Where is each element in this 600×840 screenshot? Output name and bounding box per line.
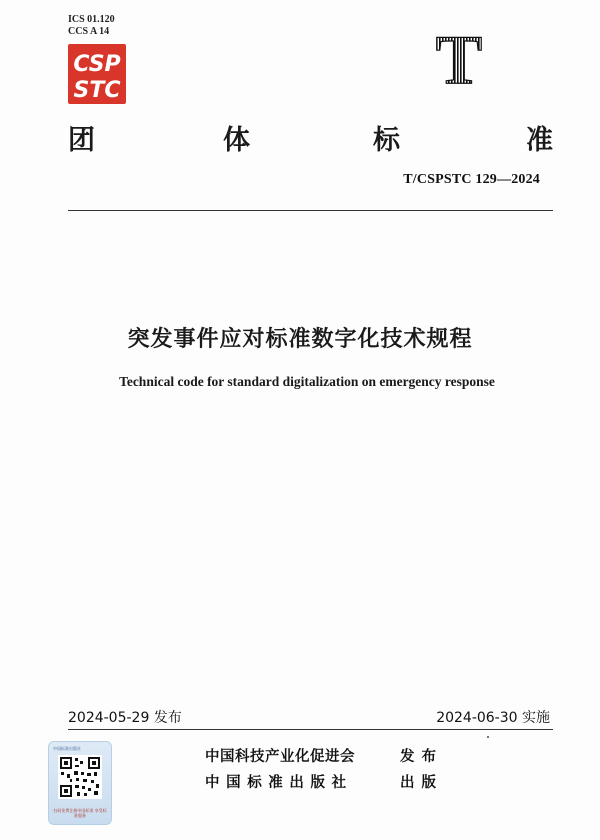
standard-type-mark (436, 28, 482, 90)
standard-number: T/CSPSTC 129—2024 (403, 172, 540, 187)
cspstc-logo (68, 44, 126, 104)
publish-date: 2024-05-29 发布 (68, 710, 182, 726)
bottom-divider (68, 729, 553, 730)
publisher-name: 中国标准出版社 (205, 775, 353, 791)
ics-code: ICS 01.120 (68, 14, 115, 25)
title-english: Technical code for standard digitalization on emergency response (119, 374, 495, 389)
logo-line1: CSP (73, 52, 121, 77)
effective-date: 2024-06-30 实施 (436, 710, 550, 726)
qr-card-footer: 扫码免费注册中国标准 享受标准服务 (53, 808, 107, 818)
top-divider (68, 210, 553, 211)
publisher-name: 中国科技产业化促进会 (205, 749, 355, 765)
category-char: 团 (68, 125, 95, 156)
classification-codes (68, 14, 115, 38)
title-chinese: 突发事件应对标准数字化技术规程 (127, 327, 473, 352)
ccs-code: CCS A 14 (68, 26, 110, 37)
category-char: 体 (223, 125, 250, 156)
qr-code-icon[interactable] (58, 755, 102, 799)
category-char: 标 (373, 125, 400, 156)
standard-category (68, 118, 556, 158)
scan-speck (487, 736, 489, 738)
publisher-role: 出版 (400, 775, 443, 791)
qr-card[interactable] (48, 741, 112, 825)
standard-type-letter: T (436, 28, 482, 86)
qr-card-header: 中国标准出版社 (53, 746, 81, 751)
logo-line2: STC (73, 78, 121, 103)
publisher-role: 发布 (400, 749, 443, 765)
category-char: 准 (526, 125, 553, 156)
